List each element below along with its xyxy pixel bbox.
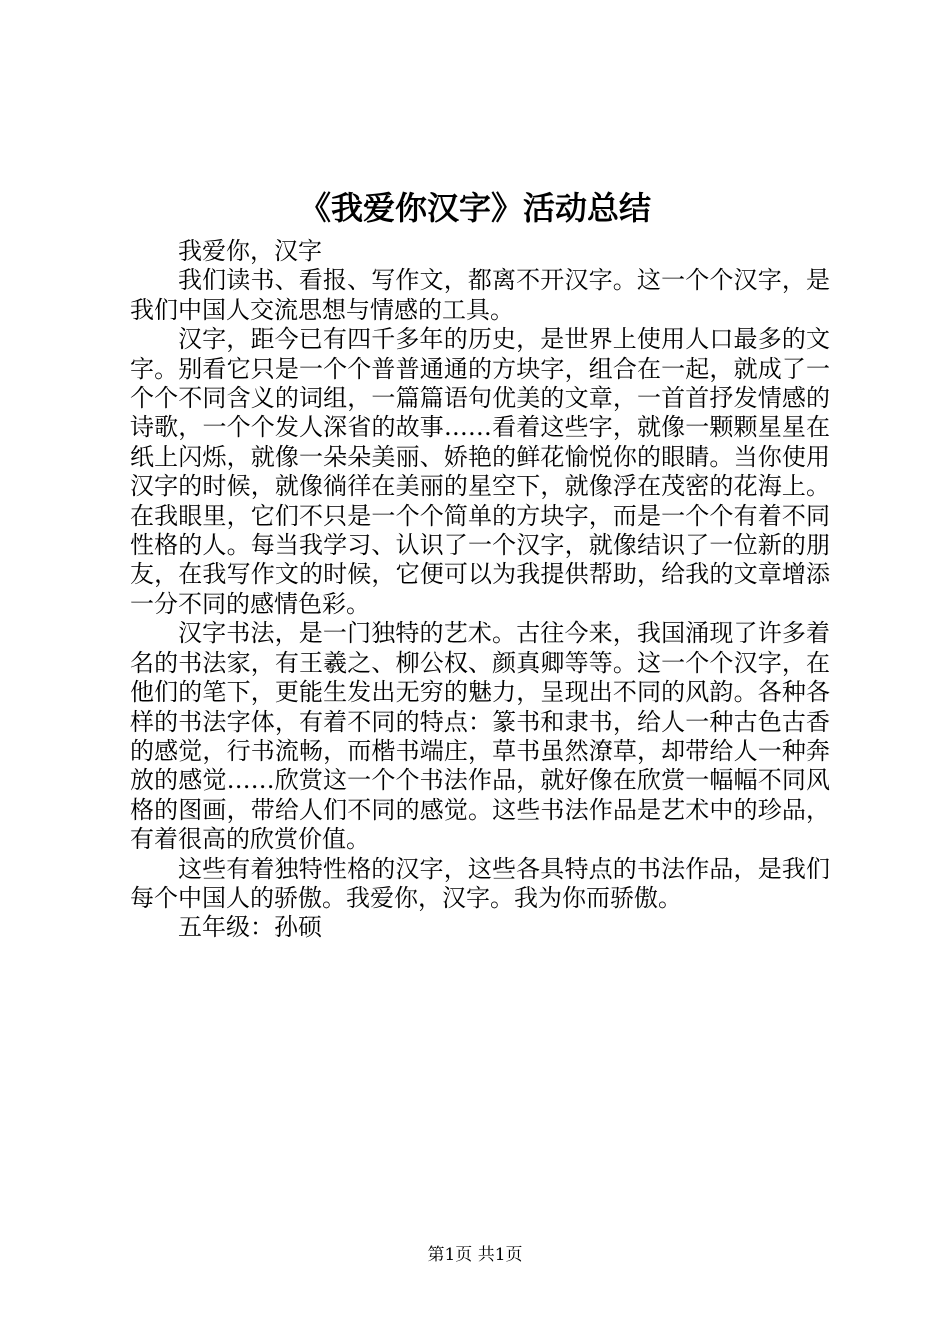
document-body	[130, 237, 830, 943]
page-footer: 第1页 共1页	[427, 1245, 523, 1265]
paragraph-3: 汉字书法，是一门独特的艺术。古往今来，我国涌现了许多着名的书法家，有王羲之、柳公权、颜真卿等等。这一个个汉字，在他们的笔下，更能生发出无穷的魅力，呈现出不同的风韵。各种各样的书法字体，有着不同的特点：篆书和隶书，给人一种古色古香的感觉，行书流畅，而楷书端庄，草书虽然潦草，却带给人一种奔放的感觉……欣赏这一个个书法作品，就好像在欣赏一幅幅不同风格的图画，带给人们不同的感觉。这些书法作品是艺术中的珍品，有着很高的欣赏价值。	[130, 619, 830, 854]
paragraph-2: 汉字，距今已有四千多年的历史，是世界上使用人口最多的文字。别看它只是一个个普普通通的方块字，组合在一起，就成了一个个不同含义的词组，一篇篇语句优美的文章，一首首抒发情感的诗歌，一个个发人深省的故事……看着这些字，就像一颗颗星星在纸上闪烁，就像一朵朵美丽、娇艳的鲜花愉悦你的眼睛。当你使用汉字的时候，就像徜徉在美丽的星空下，就像浮在茂密的花海上。在我眼里，它们不只是一个个简单的方块字，而是一个个有着不同性格的人。每当我学习、认识了一个汉字，就像结识了一位新的朋友，在我写作文的时候，它便可以为我提供帮助，给我的文章增添一分不同的感情色彩。	[130, 325, 830, 618]
paragraph-1: 我们读书、看报、写作文，都离不开汉字。这一个个汉字，是我们中国人交流思想与情感的工具。	[130, 266, 830, 324]
paragraph-4: 这些有着独特性格的汉字，这些各具特点的书法作品，是我们每个中国人的骄傲。我爱你，汉字。我为你而骄傲。	[130, 854, 830, 912]
paragraph-greeting: 我爱你，汉字	[178, 237, 322, 265]
author-signature: 五年级：孙硕	[178, 913, 322, 942]
document-title: 《我爱你汉字》活动总结	[298, 189, 651, 227]
